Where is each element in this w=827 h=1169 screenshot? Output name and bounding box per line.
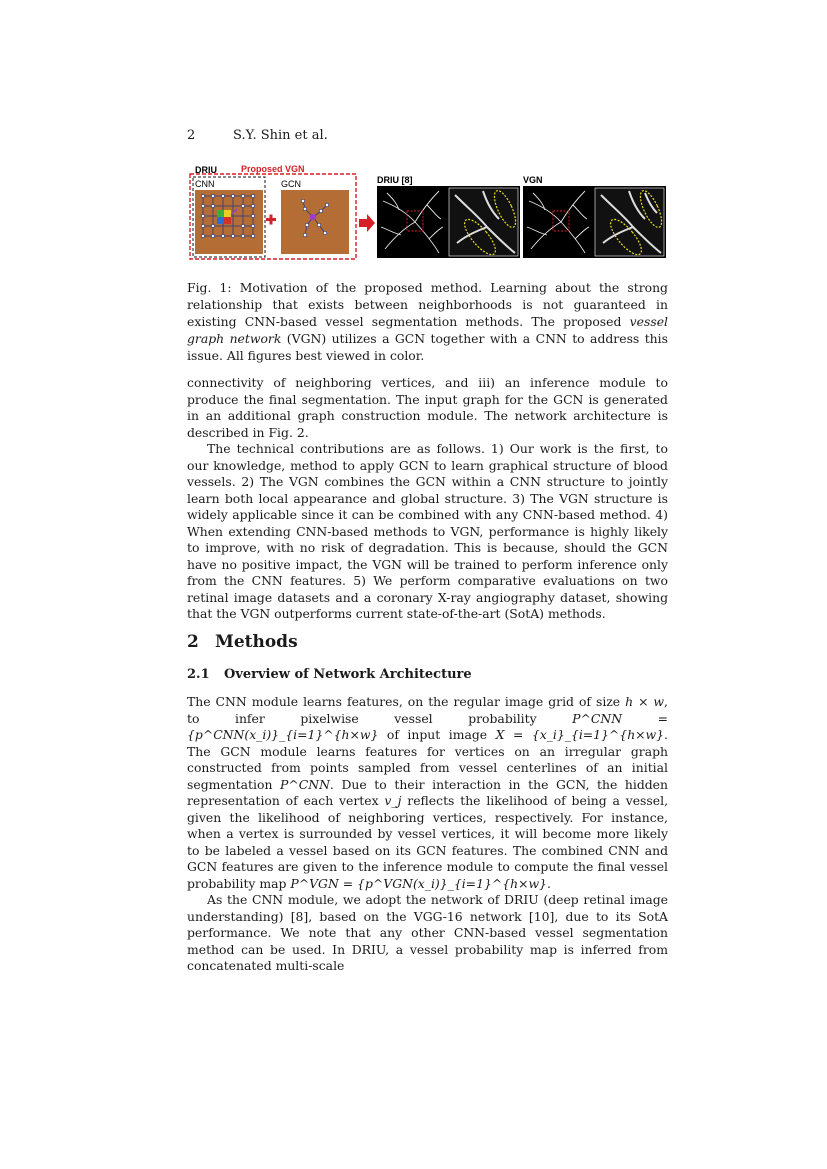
running-title: S.Y. Shin et al. xyxy=(233,128,328,143)
subsection-heading xyxy=(187,667,472,682)
paragraph-overview: The CNN module learns features, on the regular image grid of size h × w, to infer pixelwise vessel probability P^CNN = {p^CNN(x_i)}_{i=1}^{h×w} of input image X = {x_i}_{i=1}^{h×w}. The GCN module learns features for vertices on an irregular graph constructed from points sampled from vessel centerlines of an initial segmentation P^CNN. Due to their interaction in the GCN, the hidden representation of each vertex v_j reflects the likelihood of being a vessel, given the likelihood of neighboring vertices, respectively. For instance, when a vertex is surrounded by vessel vertices, it will become more likely to be labeled a vessel based on its GCN features. The combined CNN and GCN features are given to the inference module to compute the final vessel probability map P^VGN = {p^VGN(x_i)}_{i=1}^{h×w}. xyxy=(187,694,669,891)
math-inline: v_j xyxy=(384,793,402,808)
driu-label: DRIU xyxy=(195,165,217,175)
gcn-label: GCN xyxy=(281,179,301,189)
math-inline: P^VGN = {p^VGN(x_i)}_{i=1}^{h×w} xyxy=(290,875,547,891)
figure-1-graphic xyxy=(187,163,668,263)
vgn-label: VGN xyxy=(523,175,543,185)
caption-emphasis: vessel graph network xyxy=(187,314,668,346)
figure-caption xyxy=(187,279,668,364)
proposed-vgn-label: Proposed VGN xyxy=(241,164,305,174)
cnn-label: CNN xyxy=(195,179,215,189)
math-inline: P^CNN = {p^CNN(x_i)}_{i=1}^{h×w} xyxy=(187,710,668,742)
gcn-fundus-image xyxy=(281,190,349,254)
arrow-right-icon xyxy=(359,214,375,232)
caption-text-end: (VGN) utilizes a GCN together with a CNN to address this issue. All figures best viewed in color. xyxy=(187,331,668,363)
plus-icon xyxy=(266,215,276,225)
page-number: 2 xyxy=(187,128,196,143)
paragraph-driu: As the CNN module, we adopt the network of DRIU (deep retinal image understanding) [8], based on the VGG-16 network [10], due to its SotA performance. We note that any other CNN-based vessel segmentation method can be used. In DRIU, a vessel probability map is inferred from concatenated multi-scale xyxy=(187,892,668,973)
figure-1 xyxy=(187,163,668,263)
caption-text: Fig. 1: Motivation of the proposed method. Learning about the strong relationship that exists between neighborhoods is not guaranteed in existing CNN-based vessel segmentation methods. The proposed xyxy=(187,280,668,329)
body-paragraphs-top xyxy=(187,375,668,623)
section-heading xyxy=(187,632,298,652)
gcn-center-node xyxy=(310,214,316,220)
subsection-title: Overview of Network Architecture xyxy=(224,667,472,682)
section-title: Methods xyxy=(215,632,298,652)
body-paragraphs-methods xyxy=(187,694,668,975)
subsection-number: 2.1 xyxy=(187,667,210,682)
driu-ref-label: DRIU [8] xyxy=(377,175,413,185)
section-number: 2 xyxy=(187,632,199,652)
math-inline: h × w xyxy=(625,694,665,709)
paragraph-contributions: The technical contributions are as follows. 1) Our work is the first, to our knowledge, method to apply GCN to learn graphical structure of blood vessels. 2) The VGN combines the GCN within a CNN structure to jointly learn both local appearance and global structure. 3) The VGN structure is widely applicable since it can be combined with any CNN-based method. 4) When extending CNN-based methods to VGN, performance is highly likely to improve, with no risk of degradation. This is because, should the GCN have no positive impact, the VGN will be trained to perform inference only from the CNN features. 5) We perform comparative evaluations on two retinal image datasets and a coronary X-ray angiography dataset, showing that the VGN outperforms current state-of-the-art (SotA) methods. xyxy=(187,441,668,621)
math-inline: P^CNN xyxy=(280,776,330,792)
math-inline: X = {x_i}_{i=1}^{h×w} xyxy=(495,727,665,742)
paragraph: connectivity of neighboring vertices, and iii) an inference module to produce the final segmentation. The input graph for the GCN is generated in an additional graph construction module. The network architecture is described in Fig. 2. xyxy=(187,375,668,440)
running-header xyxy=(187,128,328,143)
